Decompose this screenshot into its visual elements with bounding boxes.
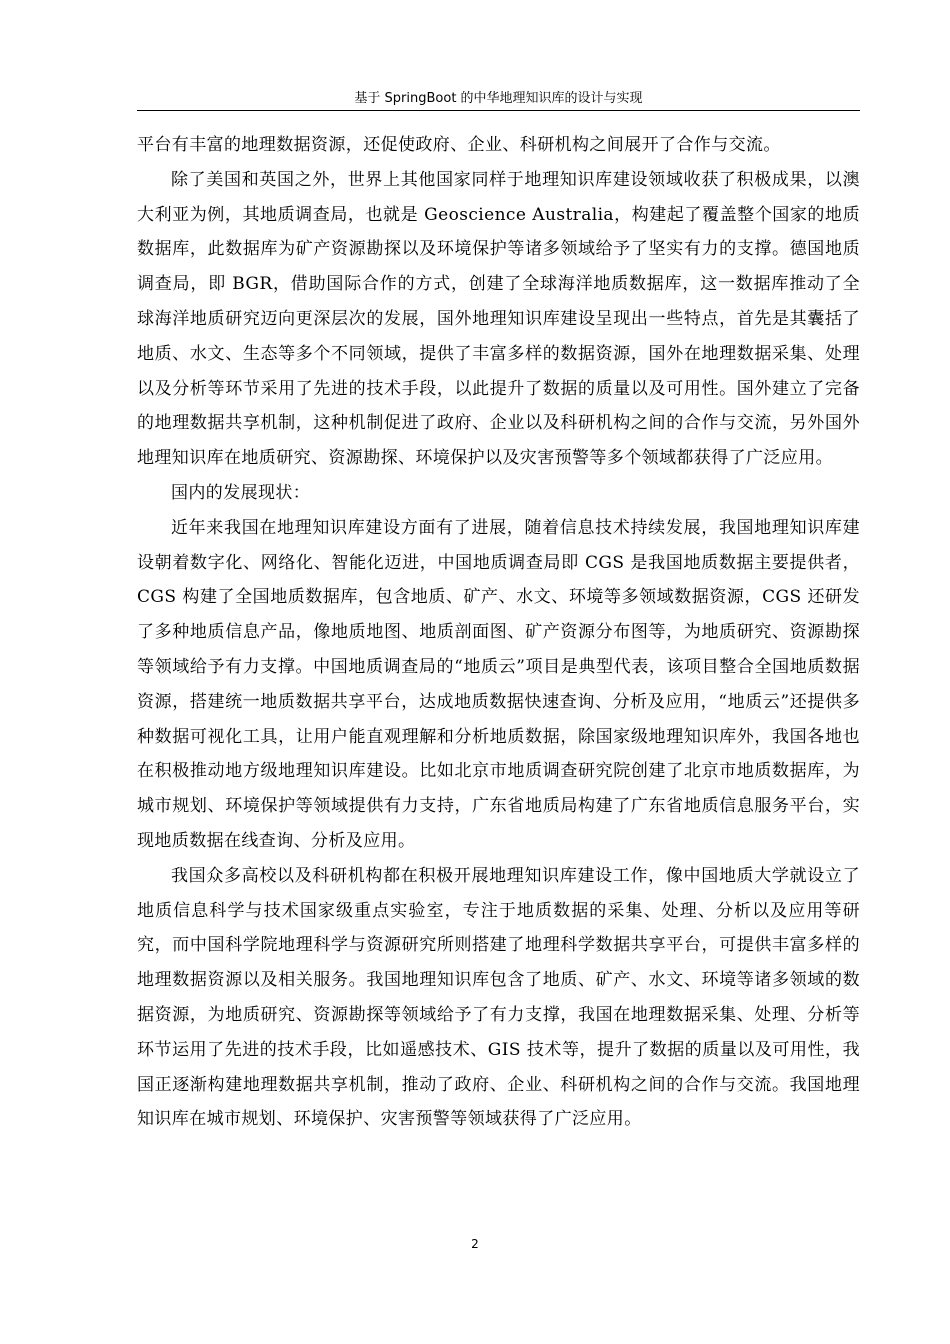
paragraph-international: 除了美国和英国之外，世界上其他国家同样于地理知识库建设领域收获了积极成果，以澳大利亚为例，其地质调查局，也就是 Geoscience Australia，构建起了覆盖整个国家的地质数据库，此数据库为矿产资源勘探以及环境保护等诸多领域给予了坚实有力的支撑。德国地质调查局，即 BGR，借助国际合作的方式，创建了全球海洋地质数据库，这一数据库推动了全球海洋地质研究迈向更深层次的发展，国外地理知识库建设呈现出一些特点，首先是其囊括了地质、水文、生态等多个不同领域，提供了丰富多样的数据资源，国外在地理数据采集、处理以及分析等环节采用了先进的技术手段，以此提升了数据的质量以及可用性。国外建立了完备的地理数据共享机制，这种机制促进了政府、企业以及科研机构之间的合作与交流，另外国外地理知识库在地质研究、资源勘探、环境保护以及灾害预警等多个领域都获得了广泛应用。 [137, 169, 860, 469]
running-header: 基于 SpringBoot 的中华地理知识库的设计与实现 [354, 91, 643, 106]
paragraph-continuation: 平台有丰富的地理数据资源，还促使政府、企业、科研机构之间展开了合作与交流。 [137, 135, 781, 155]
body-text [137, 128, 860, 1137]
header-rule [137, 110, 860, 111]
page-number: 2 [471, 1237, 479, 1251]
paragraph-domestic-cgs: 近年来我国在地理知识库建设方面有了进展，随着信息技术持续发展，我国地理知识库建设朝着数字化、网络化、智能化迈进，中国地质调查局即 CGS 是我国地质数据主要提供者，CGS 构建了全国地质数据库，包含地质、矿产、水文、环境等多领域数据资源，CGS 还研发了多种地质信息产品，像地质地图、地质剖面图、矿产资源分布图等，为地质研究、资源勘探等领域给予有力支撑。中国地质调查局的“地质云”项目是典型代表，该项目整合全国地质数据资源，搭建统一地质数据共享平台，达成地质数据快速查询、分析及应用，“地质云”还提供多种数据可视化工具，让用户能直观理解和分析地质数据，除国家级地理知识库外，我国各地也在积极推动地方级地理知识库建设。比如北京市地质调查研究院创建了北京市地质数据库，为城市规划、环境保护等领域提供有力支持，广东省地质局构建了广东省地质信息服务平台，实现地质数据在线查询、分析及应用。 [137, 517, 860, 851]
paragraph-domestic-institutions: 我国众多高校以及科研机构都在积极开展地理知识库建设工作，像中国地质大学就设立了地质信息科学与技术国家级重点实验室，专注于地质数据的采集、处理、分析以及应用等研究，而中国科学院地理科学与资源研究所则搭建了地理科学数据共享平台，可提供丰富多样的地理数据资源以及相关服务。我国地理知识库包含了地质、矿产、水文、环境等诸多领域的数据资源，为地质研究、资源勘探等领域给予了有力支撑，我国在地理数据采集、处理、分析等环节运用了先进的技术手段，比如遥感技术、GIS 技术等，提升了数据的质量以及可用性，我国正逐渐构建地理数据共享机制，推动了政府、企业、科研机构之间的合作与交流。我国地理知识库在城市规划、环境保护、灾害预警等领域获得了广泛应用。 [137, 865, 860, 1130]
section-heading-domestic: 国内的发展现状： [171, 482, 311, 503]
